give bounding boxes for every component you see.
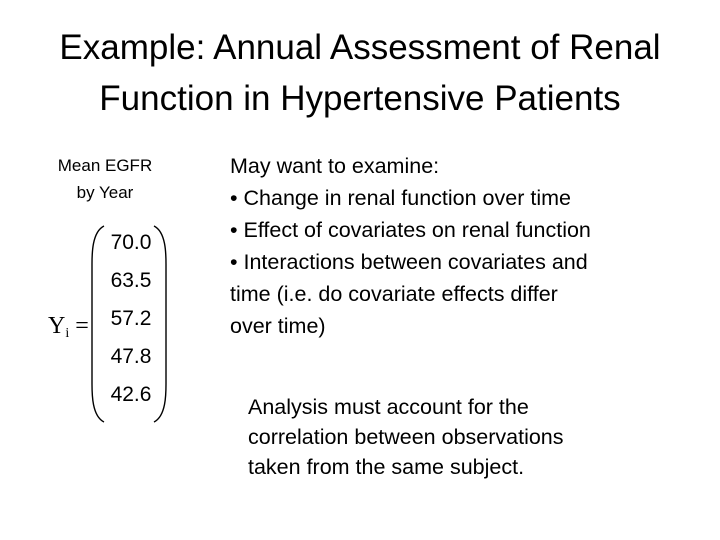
vector-value: 47.8	[110, 345, 152, 368]
bullet-line: time (i.e. do covariate effects differ	[230, 282, 558, 306]
bullet-line: over time)	[230, 314, 326, 338]
vector-caption	[30, 152, 180, 206]
title-line-1: Example: Annual Assessment of Renal	[59, 28, 661, 67]
vector-subscript: i	[65, 326, 70, 341]
bullet-list	[230, 150, 700, 342]
analysis-note	[248, 392, 708, 482]
bullet-line: May want to examine:	[230, 154, 440, 178]
bullet-line: • Interactions between covariates and	[230, 250, 588, 274]
slide-title	[20, 22, 700, 124]
title-line-2: Function in Hypertensive Patients	[99, 79, 621, 118]
note-line: Analysis must account for the	[248, 395, 529, 419]
note-line: correlation between observations	[248, 425, 564, 449]
vector-caption-line-1: Mean EGFR	[57, 156, 153, 175]
vector-label	[48, 308, 89, 352]
equals-sign: =	[75, 313, 89, 339]
vector-value: 63.5	[110, 269, 152, 292]
note-line: taken from the same subject.	[248, 455, 525, 479]
vector-value: 57.2	[110, 307, 152, 330]
right-parenthesis	[152, 224, 170, 424]
bullet-line: • Change in renal function over time	[230, 186, 571, 210]
vector-symbol: Y	[48, 313, 66, 339]
vector-caption-line-2: by Year	[76, 183, 134, 202]
vector-value: 42.6	[110, 383, 152, 406]
bullet-line: • Effect of covariates on renal function	[230, 218, 591, 242]
vector-value: 70.0	[110, 231, 152, 254]
